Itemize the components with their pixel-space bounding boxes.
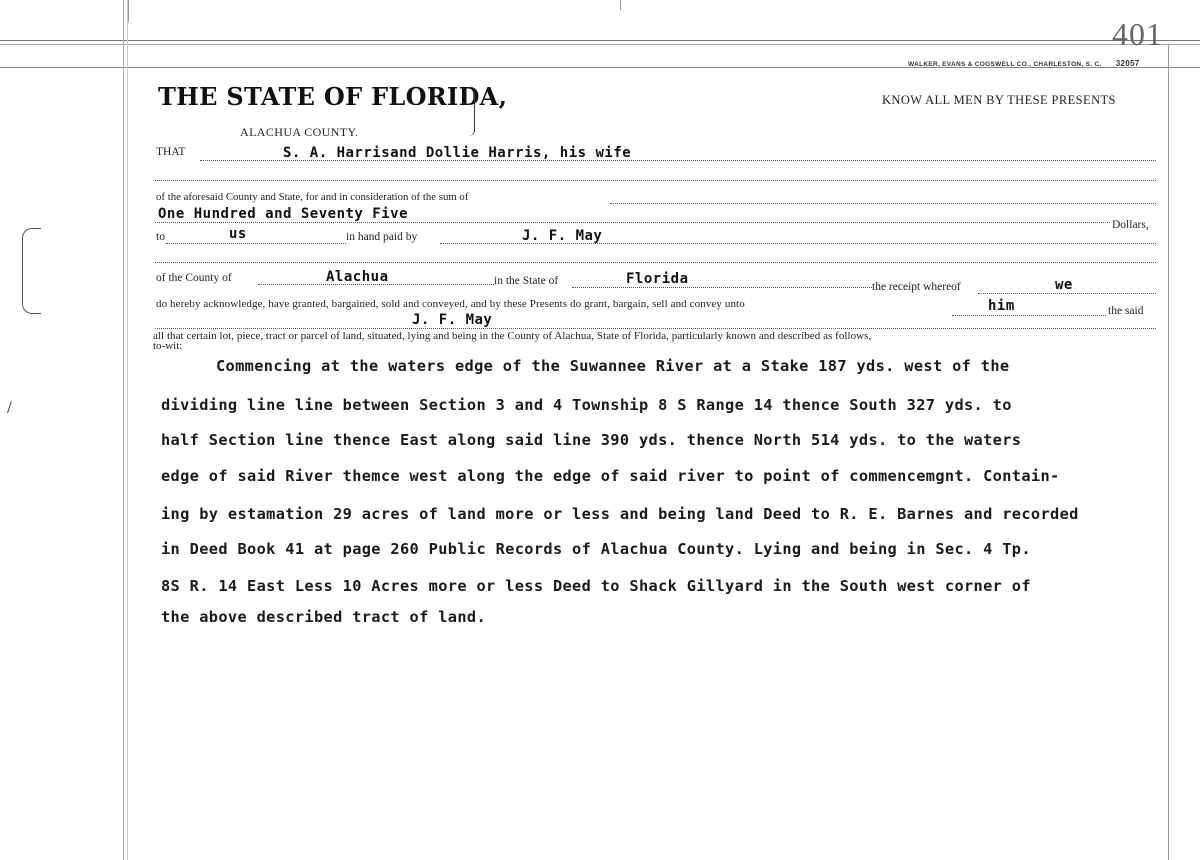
description-line: ing by estamation 29 acres of land more or less and being land Deed to R. E. Barnes and recorded bbox=[161, 505, 1079, 523]
top-margin-mark-2 bbox=[620, 0, 621, 10]
printer-name: WALKER, EVANS & COGSWELL CO., CHARLESTON, S. C. bbox=[908, 61, 1102, 68]
top-border-rule bbox=[0, 40, 1200, 41]
acknowledge-dotline bbox=[952, 315, 1106, 316]
binding-hole bbox=[22, 228, 41, 314]
amount: One Hundred and Seventy Five bbox=[158, 206, 409, 222]
lot-text: all that certain lot, piece, tract or parcel of land, situated, lying and being in the County of Alachua, State of Florida, particularly known and described as follows, bbox=[153, 330, 872, 342]
top-margin-mark bbox=[128, 0, 129, 22]
consideration-text: of the aforesaid County and State, for and in consideration of the sum of bbox=[156, 191, 469, 203]
consideration-dotline bbox=[610, 203, 1156, 204]
margin-mark: / bbox=[7, 400, 12, 416]
grantee-repeat-dotline bbox=[155, 328, 1156, 329]
state-dotline bbox=[572, 287, 872, 288]
state-of-label: in the State of bbox=[494, 275, 559, 287]
dollars-label: Dollars, bbox=[1112, 219, 1149, 231]
left-margin-rule-2 bbox=[127, 0, 128, 860]
description-line: half Section line thence East along said line 390 yds. thence North 514 yds. to the waters bbox=[161, 431, 1022, 449]
grantors: S. A. Harrisand Dollie Harris, his wife bbox=[283, 145, 632, 161]
acknowledge-text: do hereby acknowledge, have granted, bargained, sold and conveyed, and by these Presents do grant, bargain, sell and convey unto bbox=[156, 298, 745, 310]
county-of-label: of the County of bbox=[156, 272, 232, 284]
description-line: 8S R. 14 East Less 10 Acres more or less Deed to Shack Gillyard in the South west corner of bbox=[161, 577, 1031, 595]
know-all-men: KNOW ALL MEN BY THESE PRESENTS bbox=[882, 93, 1116, 107]
right-margin-rule bbox=[1168, 45, 1169, 860]
printer-imprint bbox=[908, 59, 1139, 68]
description-line: dividing line line between Section 3 and 4 Township 8 S Range 14 thence South 327 yds. to bbox=[161, 396, 1012, 414]
description-line: edge of said River themce west along the edge of said river to point of commencemgnt. Contain- bbox=[161, 467, 1060, 485]
that-label: THAT bbox=[156, 146, 186, 158]
left-margin-rule bbox=[123, 0, 124, 860]
description-line: in Deed Book 41 at page 260 Public Records of Alachua County. Lying and being in Sec. 4 Tp. bbox=[161, 540, 1031, 558]
grantee: J. F. May bbox=[522, 228, 603, 244]
grantee-state: Florida bbox=[626, 271, 689, 287]
grantee-repeat: J. F. May bbox=[412, 312, 493, 328]
receipt-party: we bbox=[1055, 277, 1073, 293]
county-heading: ALACHUA COUNTY. bbox=[240, 125, 359, 139]
convey-to: him bbox=[988, 298, 1015, 314]
payee: us bbox=[229, 226, 247, 242]
paid-by-label: in hand paid by bbox=[346, 231, 418, 243]
state-title: THE STATE OF FLORIDA, bbox=[158, 82, 508, 111]
top-border-rule-2 bbox=[0, 44, 1200, 45]
blank-dotline-2 bbox=[155, 262, 1156, 263]
to-label: to bbox=[156, 231, 165, 243]
grantee-county: Alachua bbox=[326, 269, 389, 285]
receipt-label: the receipt whereof bbox=[872, 281, 961, 293]
receipt-dotline bbox=[978, 293, 1156, 294]
the-said-label: the said bbox=[1108, 305, 1144, 317]
brace-mark bbox=[466, 86, 475, 136]
amount-dotline bbox=[155, 222, 1110, 223]
description-line: the above described tract of land. bbox=[161, 608, 487, 626]
blank-dotline-1 bbox=[155, 180, 1156, 181]
to-wit-label: to-wit: bbox=[153, 340, 183, 352]
page-number: 401 bbox=[1112, 16, 1163, 52]
form-number: 32057 bbox=[1115, 59, 1140, 68]
description-line: Commencing at the waters edge of the Suwannee River at a Stake 187 yds. west of the bbox=[216, 357, 1010, 375]
to-dotline bbox=[166, 243, 346, 244]
